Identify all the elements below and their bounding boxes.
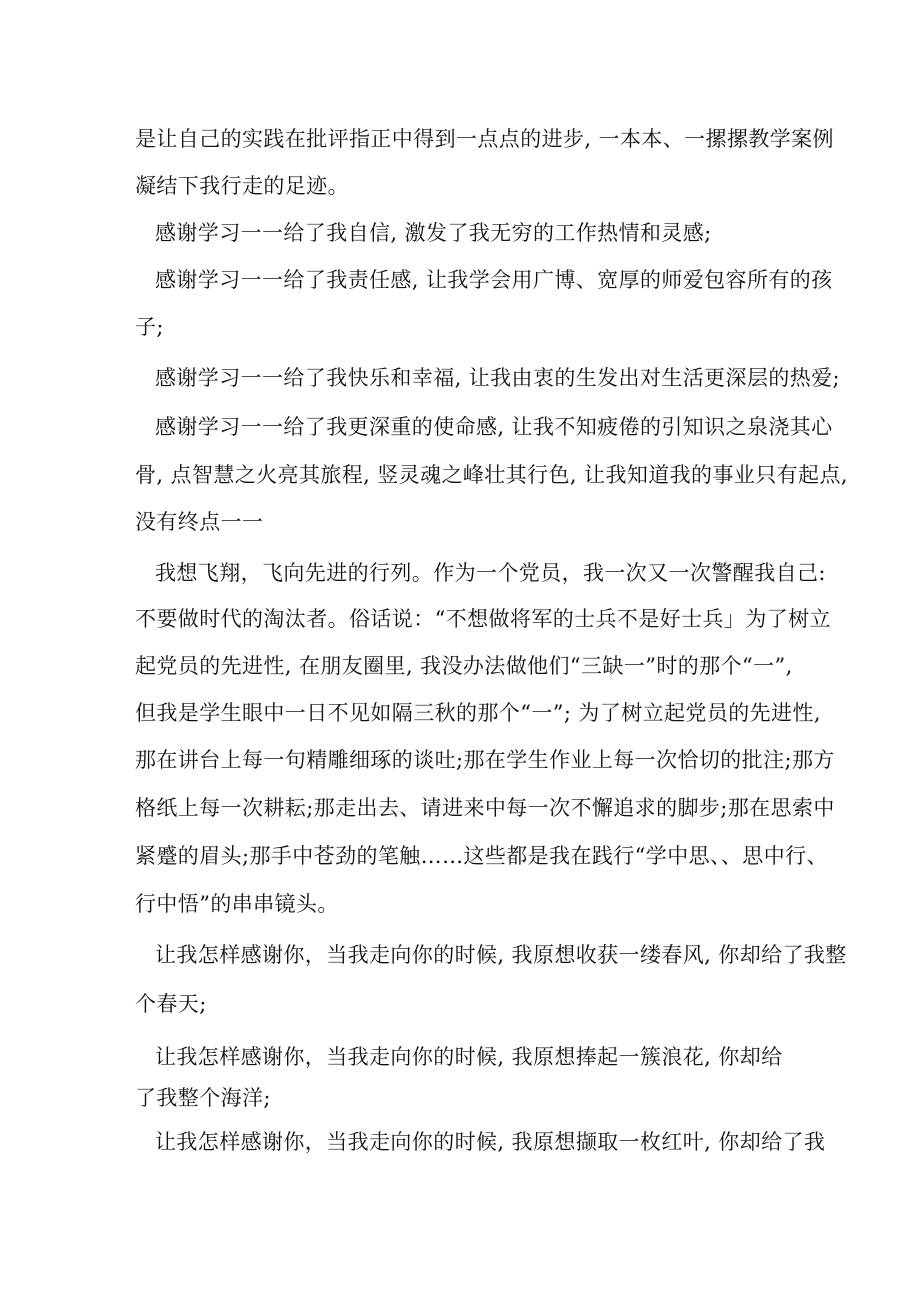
text-line: 行中悟”的串串镜头。 xyxy=(135,892,339,916)
text-line: 是让自己的实践在批评指正中得到一点点的进步, 一本本、一摞摞教学案例 xyxy=(135,127,834,151)
text-line: 紧蹙的眉头;那手中苍劲的笔触……这些都是我在践行“学中思、、思中行、 xyxy=(135,844,828,868)
text-line: 感谢学习一一给了我更深重的使命感, 让我不知疲倦的引知识之泉浇其心 xyxy=(155,415,833,439)
text-line: 起党员的先进性, 在朋友圈里, 我没办法做他们“三缺一”时的那个“一”, xyxy=(135,654,793,678)
text-line: 不要做时代的淘汰者。俗话说：“不想做将军的士兵不是好士兵」为了树立 xyxy=(135,607,831,631)
text-line: 了我整个海洋; xyxy=(135,1086,271,1110)
text-line: 没有终点一一 xyxy=(135,510,264,534)
text-line: 但我是学生眼中一日不见如隔三秋的那个“一”; 为了树立起党员的先进性, xyxy=(135,701,821,725)
text-line: 让我怎样感谢你，当我走向你的时候, 我原想收获一缕春风, 你却给了我整 xyxy=(155,943,847,967)
text-line: 骨, 点智慧之火亮其旅程, 竖灵魂之峰壮其行色, 让我知道我的事业只有起点, xyxy=(135,463,848,487)
text-line: 感谢学习一一给了我责任感, 让我学会用广博、宽厚的师爱包容所有的孩 xyxy=(155,268,833,292)
text-line: 格纸上每一次耕耘;那走出去、请进来中每一次不懈追求的脚步;那在思索中 xyxy=(135,796,835,820)
text-line: 个春天; xyxy=(135,992,207,1016)
text-line: 感谢学习一一给了我自信, 激发了我无穷的工作热情和灵感; xyxy=(155,221,712,245)
text-line: 凝结下我行走的足迹。 xyxy=(135,174,349,198)
text-line: 感谢学习一一给了我快乐和幸福, 让我由衷的生发出对生活更深层的热爱; xyxy=(155,366,841,390)
text-line: 我想飞翔，飞向先进的行列。作为一个党员，我一次又一次警醒我自己: xyxy=(155,561,826,585)
text-line: 让我怎样感谢你，当我走向你的时候, 我原想撷取一枚红叶, 你却给了我 xyxy=(155,1130,826,1154)
text-line: 让我怎样感谢你，当我走向你的时候, 我原想捧起一簇浪花, 你却给 xyxy=(155,1045,783,1069)
text-line: 那在讲台上每一句精雕细琢的谈吐;那在学生作业上每一次恰切的批注;那方 xyxy=(135,748,835,772)
text-line: 子; xyxy=(135,315,164,339)
